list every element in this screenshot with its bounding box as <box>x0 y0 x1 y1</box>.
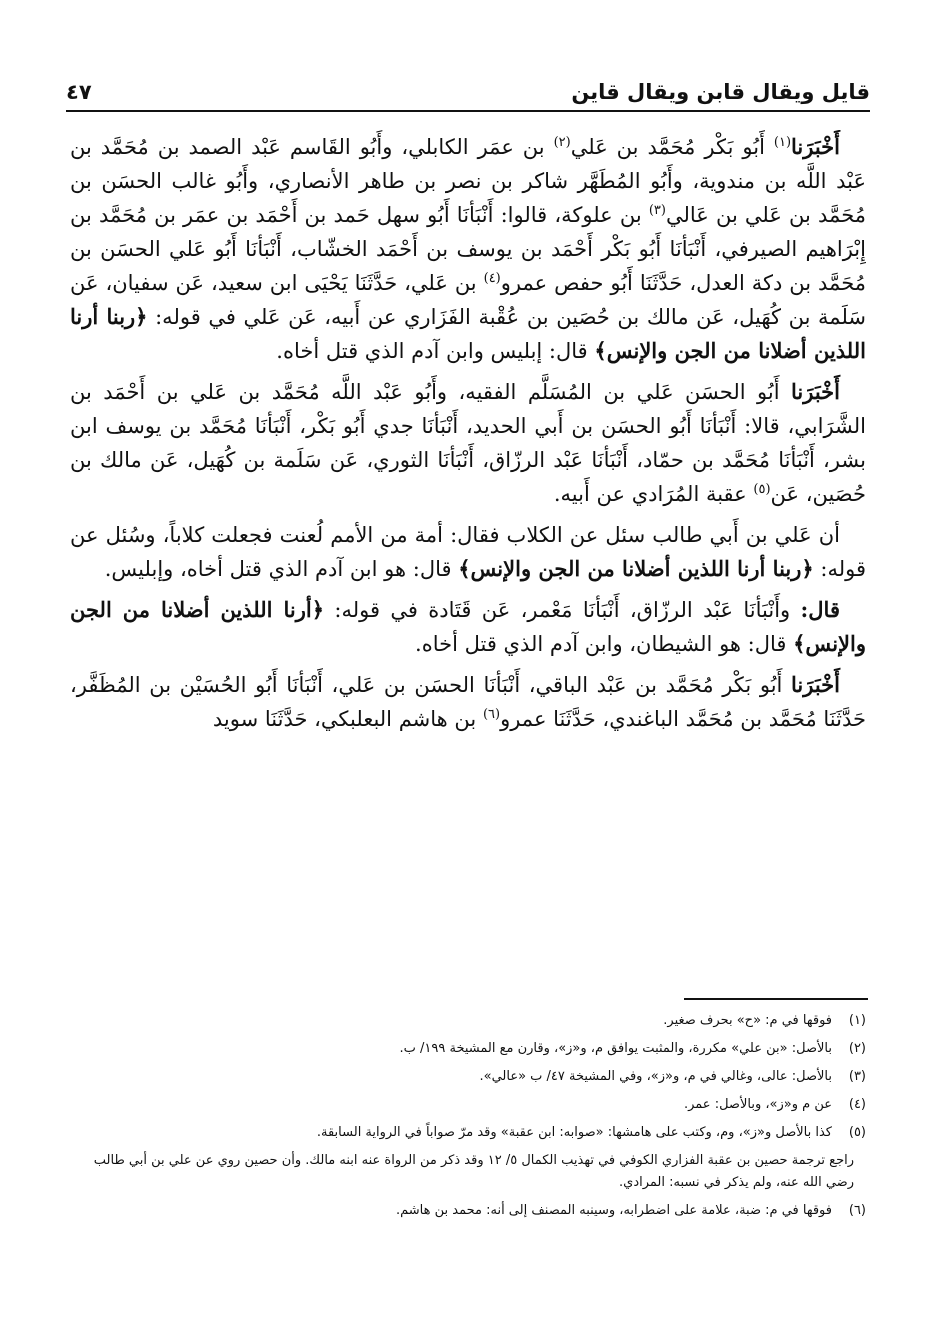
paragraph-text: بن عَلي، حَدَّثَنَا يَحْيَى ابن سعيد، عَن سفيان، عَن سَلَمة بن كُهَيل، عَن مالك بن حُصَين بن عُقْبة الفَزَاري عن أَبيه، عَن عَلي في قوله: <box>70 271 866 329</box>
footnote-number: (١) <box>848 1013 866 1028</box>
footnote-number: (٦) <box>848 1203 866 1218</box>
footnote-number: (٢) <box>848 1041 866 1056</box>
quran-quote: ﴿ربنا أرنا اللذين أضلانا من الجن والإنس﴾ <box>70 304 866 363</box>
footnote-text: عن م و«ز»، وبالأصل: عمر. <box>683 1097 832 1112</box>
paragraph-text: قال: هو ابن آدم الذي قتل أخاه، وإبليس. <box>104 557 459 581</box>
footnote-text: بالأصل: عالى، وغالي في م، و«ز»، وفي المشيخة ٤٧/ ب «عالي». <box>479 1069 832 1084</box>
paragraph-text: وأَنْبَأنَا عَبْد الرزّاق، أَنْبَأنَا مَعْمر، عَن قَتَادة في قوله: <box>324 598 801 622</box>
footnote-text: فوقها في م: ضبة، علامة على اضطرابه، وسينبه المصنف إلى أنه: محمد بن هاشم. <box>396 1203 832 1218</box>
footnote <box>70 1038 866 1060</box>
main-text <box>70 130 866 990</box>
footnote-continuation: راجع ترجمة حصين بن عقبة الفزاري الكوفي في تهذيب الكمال ٥/ ١٢ وقد ذكر من الرواة عنه ابنه مالك. وأن حصين روي عن علي بن أبي طالب رضي الله عنه، ولم يذكر في نسبه: المرادي. <box>93 1153 854 1190</box>
footnote-ref[interactable]: (٢) <box>553 135 571 150</box>
paragraph-text: أَبُو بَكْر مُحَمَّد بن عَلي <box>570 135 774 159</box>
paragraph-text: عقبة المُرَادي عن أَبيه. <box>553 482 754 506</box>
footnote-number: (٣) <box>848 1069 866 1084</box>
paragraph-lead: أَخْبَرَنا <box>791 379 840 404</box>
paragraph-text: أَبُو بَكْر مُحَمَّد بن عَبْد الباقي، أَنْبَأنَا الحسَن بن عَلي، أَنْبَأنَا أَبُو الحُسَيْن بن المُظَفَّر، حَدَّثَنَا مُحَمَّد بن مُحَمَّد الباغندي، حَدَّثَنَا عمرو <box>70 673 866 731</box>
paragraph-text: أن عَلي بن أَبي طالب سئل عن الكلاب فقال: أمة من الأمم لُعنت فجعلت كلاباً، وسُئل عن قوله: <box>70 523 866 581</box>
paragraph-text: أَبُو الحسَن عَلي بن المُسَلَّم الفقيه، وأَبُو عَبْد اللَّه مُحَمَّد بن عَلي بن أَحْمَد بن الشَّرَابي، قالا: أَنْبَأنَا أَبُو الحسَن بن أَبي الحديد، أَنْبَأنَا جدي أَبُو بَكْر، أَنْبَأنَا مُحَمَّد بن يوسف ابن بشر، أَنْبَأنَا مُحَمَّد بن حمّاد، أَنْبَأنَا عَبْد الرزّاق، أَنْبَأنَا الثوري، عَن سَلَمة بن كُهَيل، عَن مالك بن حُصَين، عَن <box>70 380 866 506</box>
footnote-ref[interactable]: (٦) <box>482 707 501 722</box>
paragraph-text: قال: إبليس وابن آدم الذي قتل أخاه. <box>276 339 595 363</box>
paragraph-text: قال: هو الشيطان، وابن آدم الذي قتل أخاه. <box>415 632 794 656</box>
quran-quote: ﴿أرنا اللذين أضلانا من الجن والإنس﴾ <box>70 597 866 656</box>
page-number: ٤٧ <box>66 80 92 104</box>
header-title: قايل ويقال قابن ويقال قاين <box>571 80 870 104</box>
paragraph-5 <box>70 668 866 736</box>
footnotes <box>70 1010 866 1228</box>
paragraph-text: بن علوكة، قالوا: أَنْبَأنَا أَبُو سهل حَمد بن أَحْمَد بن عمَر بن مُحَمَّد بن إِبْرَاهيم الصيرفي، أَنْبَأنَا أَبُو بَكْر أَحْمَد بن يوسف بن أَحْمَد الخشّاب، أَنْبَأنَا أَبُو عَلي الحسَن بن مُحَمَّد بن دكة العدل، حَدَّثَنَا أَبُو حفص عمرو <box>70 203 866 295</box>
footnote-ref[interactable]: (١) <box>773 135 792 150</box>
paragraph-3 <box>70 518 866 586</box>
header-rule <box>66 110 870 112</box>
paragraph-4 <box>70 593 866 661</box>
paragraph-lead: أَخْبَرَنا <box>791 672 840 697</box>
paragraph-text: بن هاشم البعلبكي، حَدَّثَنَا سويد <box>212 707 483 731</box>
footnote <box>70 1200 866 1222</box>
footnote-ref[interactable]: (٣) <box>648 203 666 218</box>
footnote <box>70 1122 866 1144</box>
footnote <box>70 1094 866 1116</box>
footnote-ref[interactable]: (٥) <box>753 482 771 497</box>
footnote-text: كذا بالأصل و«ز»، وم، وكتب على هامشها: «صوابه: ابن عقبة» وقد مرّ صواباً في الرواية السابقة. <box>316 1125 832 1140</box>
paragraph-lead: أَخْبَرَنا <box>791 134 840 159</box>
footnote-text: بالأصل: «بن علي» مكررة، والمثبت يوافق م، و«ز»، وقارن مع المشيخة ١٩٩/ ب. <box>399 1041 832 1056</box>
paragraph-lead: قال: <box>800 597 840 622</box>
footnote <box>70 1066 866 1088</box>
footnote-text: فوقها في م: «ح» بحرف صغير. <box>663 1013 832 1028</box>
paragraph-1 <box>70 130 866 368</box>
footnote-separator <box>684 998 868 1000</box>
quran-quote: ﴿ربنا أرنا اللذين أضلانا من الجن والإنس﴾ <box>458 556 814 581</box>
paragraph-2 <box>70 375 866 511</box>
running-header <box>66 60 870 104</box>
paragraph-text: بن عمَر الكابلي، وأَبُو القَاسم عَبْد الصمد بن مُحَمَّد بن عَبْد اللَّه بن مندوية، وأَبُو المُطَهَّر شاكر بن نصر بن طاهر الأنصاري، وأَبُو غالب الحسَن بن مُحَمَّد بن عَلي بن عَالي <box>70 135 866 227</box>
footnote-ref[interactable]: (٤) <box>483 271 501 286</box>
footnote-number: (٤) <box>848 1097 866 1112</box>
footnote-number: (٥) <box>848 1125 866 1140</box>
footnote <box>70 1010 866 1032</box>
